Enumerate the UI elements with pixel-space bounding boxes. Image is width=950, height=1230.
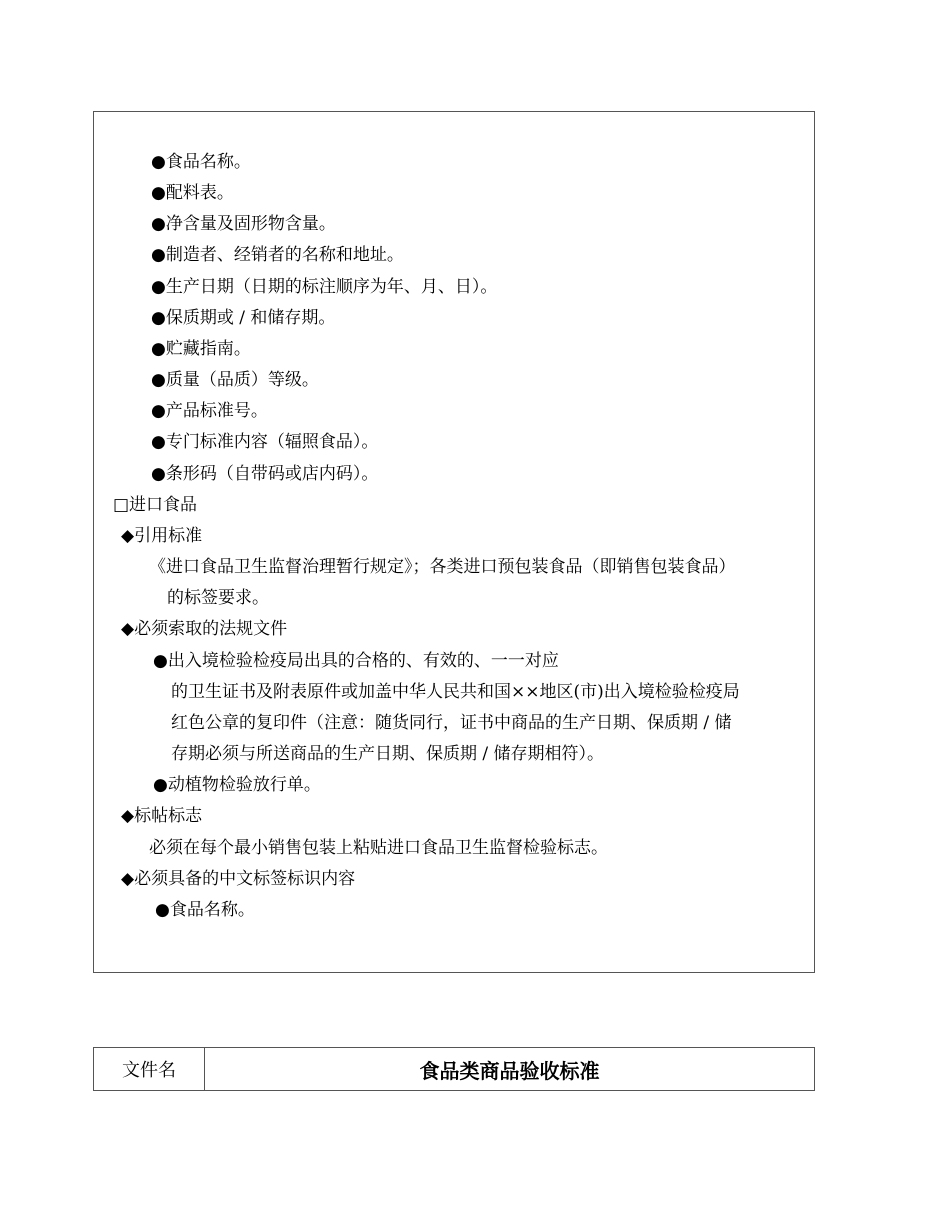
standards-text-line-2: 的标签要求。: [167, 588, 269, 608]
label-mark-text: 必须在每个最小销售包装上粘贴进口食品卫生监督检验标志。: [149, 838, 608, 858]
certificate-text-line-2: 的卫生证书及附表原件或加盖中华人民共和国××地区(市)出入境检验检疫局: [171, 682, 740, 702]
bullet-quality-grade: ●质量（品质）等级。: [151, 370, 319, 390]
bullet-quarantine-release: ●动植物检验放行单。: [153, 775, 321, 795]
bullet-standard-number: ●产品标准号。: [151, 401, 268, 421]
bullet-food-name: ●食品名称。: [151, 152, 251, 172]
section-imported-food: □进口食品: [113, 495, 198, 515]
bullet-shelf-life: ●保质期或 / 和储存期。: [151, 308, 336, 328]
document-title: 食品类商品验收标准: [419, 1058, 600, 1083]
certificate-text-line-3: 红色公章的复印件（注意：随货同行，证书中商品的生产日期、保质期 / 储: [171, 713, 732, 733]
standards-text-line-1: 《进口食品卫生监督治理暂行规定》；各类进口预包装食品（即销售包装食品）: [149, 557, 736, 577]
bullet-net-content: ●净含量及固形物含量。: [151, 214, 336, 234]
subsection-label-mark: ◆标帖标志: [121, 806, 203, 826]
document-title-table: [93, 1047, 815, 1091]
bullet-ingredients: ●配料表。: [151, 183, 234, 203]
content-box: [93, 111, 815, 973]
bullet-barcode: ●条形码（自带码或店内码）。: [151, 464, 379, 484]
certificate-text-line-4: 存期必须与所送商品的生产日期、保质期 / 储存期相符）。: [171, 744, 605, 764]
bullet-certificate-line-1: ●出入境检验检疫局出具的合格的、有效的、一一对应: [153, 651, 559, 671]
bullet-production-date: ●生产日期（日期的标注顺序为年、月、日）。: [151, 277, 498, 297]
bullet-manufacturer: ●制造者、经销者的名称和地址。: [151, 245, 404, 265]
subsection-chinese-label: ◆必须具备的中文标签标识内容: [121, 869, 356, 889]
subsection-required-documents: ◆必须索取的法规文件: [121, 619, 288, 639]
bullet-food-name-imported: ●食品名称。: [155, 900, 255, 920]
bullet-special-standard: ●专门标准内容（辐照食品）。: [151, 432, 379, 452]
bullet-storage-guide: ●贮藏指南。: [151, 339, 251, 359]
subsection-referenced-standards: ◆引用标准: [121, 526, 203, 546]
file-name-label: 文件名: [94, 1048, 205, 1090]
